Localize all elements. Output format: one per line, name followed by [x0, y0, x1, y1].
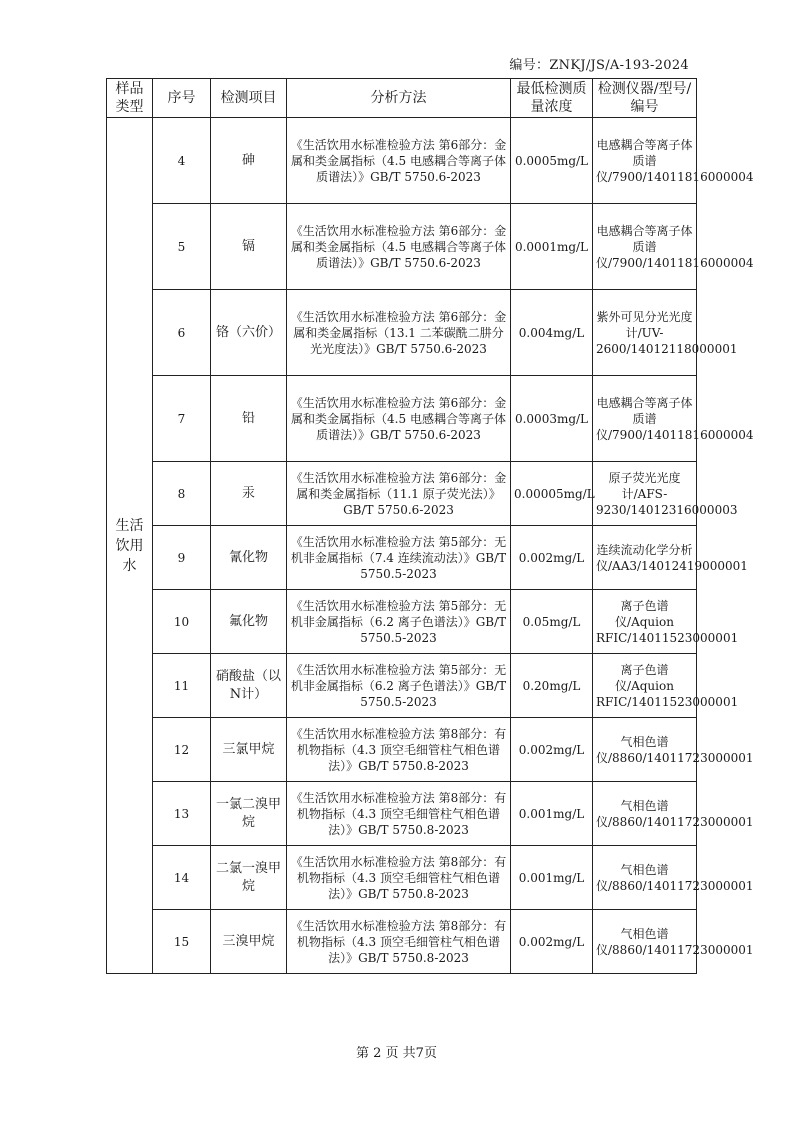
header-limit: 最低检测质量浓度	[511, 79, 593, 118]
table-row	[107, 782, 697, 846]
header-seq: 序号	[153, 79, 211, 118]
table-row	[107, 846, 697, 910]
row-instrument: 气相色谱仪/8860/14011723000001	[593, 718, 697, 782]
row-limit: 0.0005mg/L	[511, 118, 593, 204]
row-limit: 0.002mg/L	[511, 526, 593, 590]
row-item: 一氯二溴甲烷	[211, 782, 287, 846]
row-method: 《生活饮用水标准检验方法 第8部分：有机物指标（4.3 顶空毛细管柱气相色谱法）》GB/T 5750.8-2023	[287, 910, 511, 974]
row-instrument: 气相色谱仪/8860/14011723000001	[593, 910, 697, 974]
table-row	[107, 204, 697, 290]
header-instrument: 检测仪器/型号/编号	[593, 79, 697, 118]
row-item: 铬（六价）	[211, 290, 287, 376]
table-header-row	[107, 79, 697, 118]
row-limit: 0.001mg/L	[511, 846, 593, 910]
row-seq: 7	[153, 376, 211, 462]
table-row	[107, 118, 697, 204]
row-instrument: 气相色谱仪/8860/14011723000001	[593, 782, 697, 846]
table-row	[107, 290, 697, 376]
row-item: 硝酸盐（以N计）	[211, 654, 287, 718]
row-limit: 0.00005mg/L	[511, 462, 593, 526]
document-number: 编号：ZNKJ/JS/A-193-2024	[509, 58, 689, 73]
row-seq: 8	[153, 462, 211, 526]
row-item: 三溴甲烷	[211, 910, 287, 974]
row-instrument: 电感耦合等离子体质谱仪/7900/14011816000004	[593, 204, 697, 290]
table-row	[107, 376, 697, 462]
table-row	[107, 718, 697, 782]
header-method: 分析方法	[287, 79, 511, 118]
row-seq: 14	[153, 846, 211, 910]
table-row	[107, 654, 697, 718]
row-seq: 11	[153, 654, 211, 718]
row-seq: 10	[153, 590, 211, 654]
row-method: 《生活饮用水标准检验方法 第6部分：金属和类金属指标（4.5 电感耦合等离子体质谱法）》GB/T 5750.6-2023	[287, 204, 511, 290]
row-limit: 0.0001mg/L	[511, 204, 593, 290]
table-row	[107, 526, 697, 590]
test-methods-table	[106, 78, 754, 974]
row-limit: 0.001mg/L	[511, 782, 593, 846]
row-item: 二氯一溴甲烷	[211, 846, 287, 910]
row-instrument: 气相色谱仪/8860/14011723000001	[593, 846, 697, 910]
row-limit: 0.002mg/L	[511, 910, 593, 974]
row-method: 《生活饮用水标准检验方法 第8部分：有机物指标（4.3 顶空毛细管柱气相色谱法）》GB/T 5750.8-2023	[287, 846, 511, 910]
table-row	[107, 590, 697, 654]
row-limit: 0.20mg/L	[511, 654, 593, 718]
row-instrument: 离子色谱仪/Aquion RFIC/14011523000001	[593, 590, 697, 654]
row-method: 《生活饮用水标准检验方法 第8部分：有机物指标（4.3 顶空毛细管柱气相色谱法）》GB/T 5750.8-2023	[287, 718, 511, 782]
row-method: 《生活饮用水标准检验方法 第5部分：无机非金属指标（6.2 离子色谱法）》GB/T 5750.5-2023	[287, 590, 511, 654]
row-seq: 9	[153, 526, 211, 590]
page-number: 第 2 页 共7页	[356, 1046, 437, 1061]
row-seq: 4	[153, 118, 211, 204]
header-item: 检测项目	[211, 79, 287, 118]
header-sample-type: 样品类型	[107, 79, 153, 118]
row-limit: 0.004mg/L	[511, 290, 593, 376]
row-limit: 0.05mg/L	[511, 590, 593, 654]
row-item: 三氯甲烷	[211, 718, 287, 782]
row-method: 《生活饮用水标准检验方法 第6部分：金属和类金属指标（11.1 原子荧光法）》GB/T 5750.6-2023	[287, 462, 511, 526]
row-seq: 15	[153, 910, 211, 974]
row-instrument: 电感耦合等离子体质谱仪/7900/14011816000004	[593, 376, 697, 462]
row-seq: 6	[153, 290, 211, 376]
row-item: 汞	[211, 462, 287, 526]
table-row	[107, 910, 697, 974]
row-instrument: 连续流动化学分析仪/AA3/14012419000001	[593, 526, 697, 590]
row-item: 镉	[211, 204, 287, 290]
row-seq: 12	[153, 718, 211, 782]
row-item: 氟化物	[211, 590, 287, 654]
row-method: 《生活饮用水标准检验方法 第6部分：金属和类金属指标（4.5 电感耦合等离子体质谱法）》GB/T 5750.6-2023	[287, 376, 511, 462]
row-item: 铅	[211, 376, 287, 462]
sample-type-cell: 生活饮用水	[107, 118, 153, 974]
row-limit: 0.0003mg/L	[511, 376, 593, 462]
row-method: 《生活饮用水标准检验方法 第6部分：金属和类金属指标（13.1 二苯碳酰二肼分光光度法）》GB/T 5750.6-2023	[287, 290, 511, 376]
row-item: 砷	[211, 118, 287, 204]
row-instrument: 原子荧光光度计/AFS-9230/14012316000003	[593, 462, 697, 526]
row-seq: 13	[153, 782, 211, 846]
row-seq: 5	[153, 204, 211, 290]
row-method: 《生活饮用水标准检验方法 第5部分：无机非金属指标（6.2 离子色谱法）》GB/T 5750.5-2023	[287, 654, 511, 718]
row-instrument: 电感耦合等离子体质谱仪/7900/14011816000004	[593, 118, 697, 204]
row-instrument: 离子色谱仪/Aquion RFIC/14011523000001	[593, 654, 697, 718]
row-instrument: 紫外可见分光光度计/UV-2600/14012118000001	[593, 290, 697, 376]
row-item: 氰化物	[211, 526, 287, 590]
row-method: 《生活饮用水标准检验方法 第8部分：有机物指标（4.3 顶空毛细管柱气相色谱法）》GB/T 5750.8-2023	[287, 782, 511, 846]
row-limit: 0.002mg/L	[511, 718, 593, 782]
row-method: 《生活饮用水标准检验方法 第6部分：金属和类金属指标（4.5 电感耦合等离子体质谱法）》GB/T 5750.6-2023	[287, 118, 511, 204]
table-row	[107, 462, 697, 526]
row-method: 《生活饮用水标准检验方法 第5部分：无机非金属指标（7.4 连续流动法）》GB/T 5750.5-2023	[287, 526, 511, 590]
